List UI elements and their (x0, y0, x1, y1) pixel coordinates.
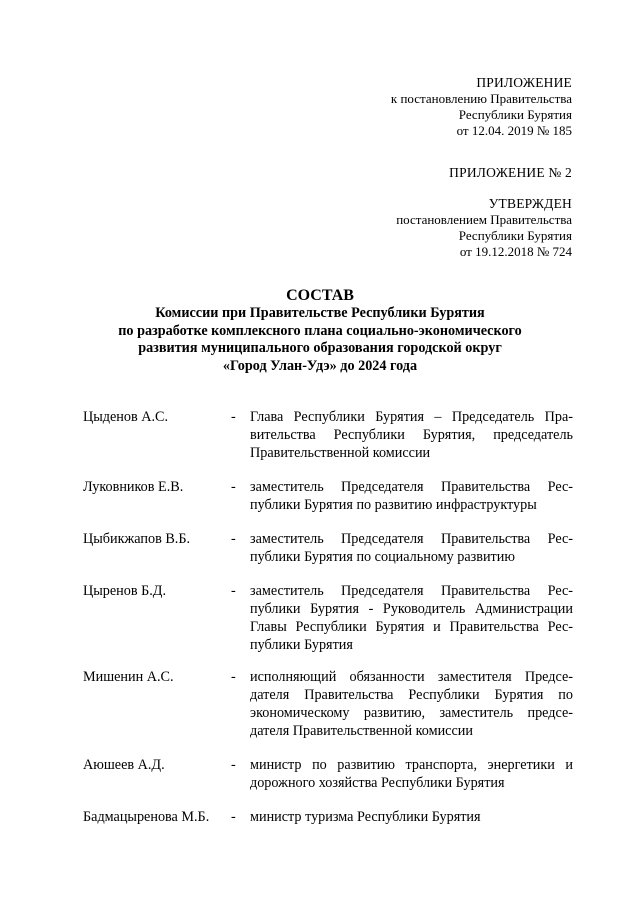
member-role (250, 530, 573, 566)
role-line: публики Бурятия - Руководитель Администрации (250, 601, 573, 617)
role-line: заместитель Председателя Правительства Рес- (250, 583, 573, 599)
appendix-2-header (449, 165, 572, 181)
appendix-line: Республики Бурятия (458, 107, 572, 122)
member-dash: - (231, 531, 236, 547)
member-name: Цыренов Б.Д. (83, 583, 167, 599)
title-line: развития муниципального образования городской округ (138, 340, 502, 357)
role-line: заместитель Председателя Правительства Рес- (250, 479, 573, 495)
role-line: Правительственной комиссии (250, 445, 431, 461)
role-line: заместитель Председателя Правительства Рес- (250, 531, 573, 547)
role-line: министр туризма Республики Бурятия (250, 809, 481, 825)
member-name: Цыбикжапов В.Б. (83, 531, 191, 547)
role-line: публики Бурятия по развитию инфраструктуры (250, 497, 537, 513)
role-line: дателя Правительственной комиссии (250, 723, 473, 739)
member-dash: - (231, 583, 236, 599)
approved-line: постановлением Правительства (396, 212, 572, 227)
role-line: публики Бурятия (250, 637, 353, 653)
member-role (250, 478, 573, 514)
member-name: Бадмацыренова М.Б. (83, 809, 210, 825)
appendix-line: к постановлению Правительства (390, 91, 572, 106)
role-line: вительства Республики Бурятия, председатель (250, 427, 573, 443)
title-line: по разработке комплексного плана социально-экономического (118, 322, 522, 339)
appendix-2-title: ПРИЛОЖЕНИЕ № 2 (449, 165, 572, 180)
member-dash: - (231, 669, 236, 685)
member-name: Луковников Е.В. (83, 479, 184, 495)
title-line: Комиссии при Правительстве Республики Бурятия (155, 305, 485, 321)
approved-header (396, 196, 572, 260)
title-line: «Город Улан-Удэ» до 2024 года (222, 357, 418, 374)
role-line: дателя Правительства Республики Бурятия по (250, 687, 573, 703)
appendix-title: ПРИЛОЖЕНИЕ (476, 75, 572, 90)
member-name: Мишенин А.С. (83, 669, 174, 685)
member-role (250, 408, 573, 462)
title-main: СОСТАВ (286, 287, 354, 304)
role-line: Глава Республики Бурятия – Председатель Пра- (250, 409, 573, 425)
role-line: Главы Республики Бурятия и Правительства Рес- (250, 619, 573, 635)
member-dash: - (231, 809, 236, 825)
member-role (250, 582, 573, 654)
member-dash: - (231, 479, 236, 495)
role-line: министр по развитию транспорта, энергетики и (250, 757, 573, 773)
member-dash: - (231, 409, 236, 425)
appendix-header (391, 75, 572, 139)
member-role (250, 756, 573, 792)
role-line: исполняющий обязанности заместителя Предсе- (250, 669, 573, 685)
member-name: Аюшеев А.Д. (83, 757, 165, 773)
role-line: дорожного хозяйства Республики Бурятия (250, 775, 505, 791)
appendix-date-line: от 12.04. 2019 № 185 (456, 123, 572, 138)
document-title (60, 286, 580, 375)
approved-date-line: от 19.12.2018 № 724 (459, 244, 572, 259)
role-line: экономическому развитию, заместитель предсе- (250, 705, 573, 721)
member-dash: - (231, 757, 236, 773)
member-role (250, 808, 573, 826)
member-role (250, 668, 573, 740)
approved-line: Республики Бурятия (458, 228, 572, 243)
approved-title: УТВЕРЖДЕН (488, 196, 572, 211)
role-line: публики Бурятия по социальному развитию (250, 549, 515, 565)
member-name: Цыденов А.С. (83, 409, 169, 425)
